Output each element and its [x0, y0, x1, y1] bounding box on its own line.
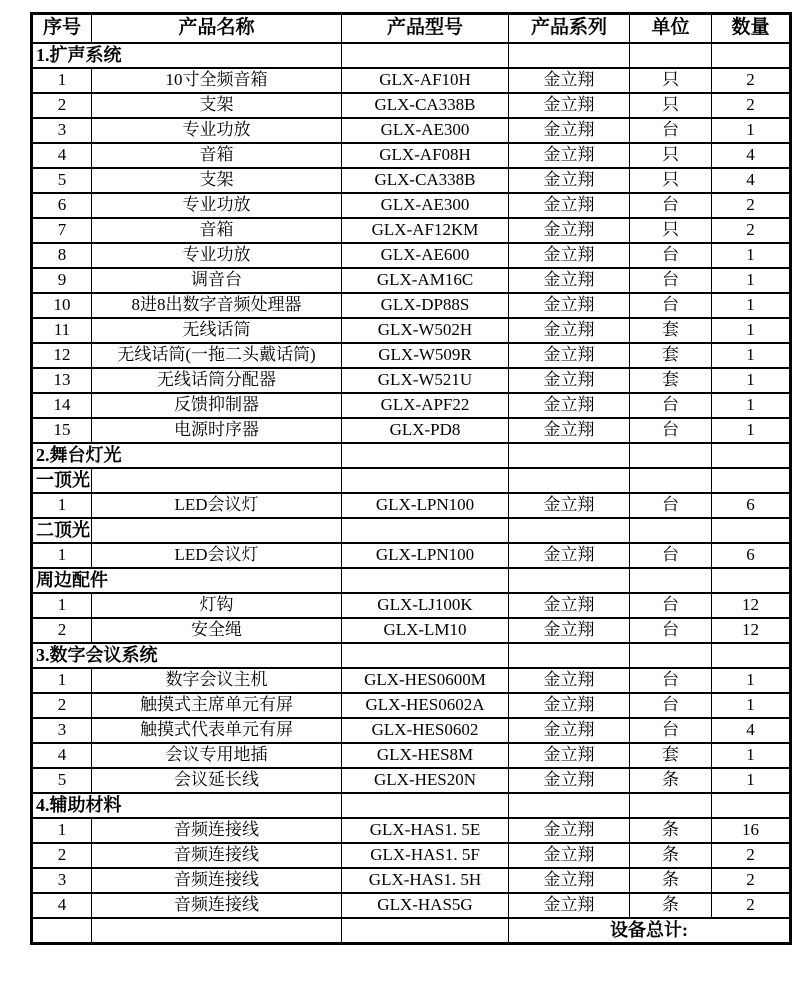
cell-name: 无线话筒(一拖二头戴话筒)	[92, 343, 342, 368]
subsection-label: 二顶光	[32, 518, 92, 543]
empty-cell	[342, 443, 509, 468]
cell-name: 专业功放	[92, 193, 342, 218]
cell-series: 金立翔	[509, 268, 630, 293]
cell-series: 金立翔	[509, 693, 630, 718]
empty-cell	[630, 443, 712, 468]
cell-name: 灯钩	[92, 593, 342, 618]
cell-no: 9	[32, 268, 92, 293]
cell-model: GLX-HES0602A	[342, 693, 509, 718]
cell-unit: 台	[630, 268, 712, 293]
empty-cell	[509, 793, 630, 818]
section-label: 1.扩声系统	[32, 43, 342, 68]
empty-cell	[712, 643, 791, 668]
cell-unit: 台	[630, 393, 712, 418]
empty-cell	[630, 43, 712, 68]
cell-model: GLX-LPN100	[342, 543, 509, 568]
cell-name: 调音台	[92, 268, 342, 293]
item-row	[32, 493, 791, 518]
cell-series: 金立翔	[509, 743, 630, 768]
cell-no: 15	[32, 418, 92, 443]
cell-no: 1	[32, 543, 92, 568]
cell-unit: 套	[630, 743, 712, 768]
cell-no: 2	[32, 843, 92, 868]
empty-cell	[32, 918, 92, 944]
cell-unit: 台	[630, 618, 712, 643]
empty-cell	[509, 518, 630, 543]
cell-qty: 2	[712, 868, 791, 893]
cell-qty: 12	[712, 593, 791, 618]
cell-qty: 1	[712, 243, 791, 268]
cell-unit: 台	[630, 243, 712, 268]
item-row	[32, 618, 791, 643]
cell-name: 音频连接线	[92, 843, 342, 868]
cell-name: 会议延长线	[92, 768, 342, 793]
item-row	[32, 393, 791, 418]
cell-no: 7	[32, 218, 92, 243]
empty-cell	[342, 468, 509, 493]
cell-qty: 1	[712, 693, 791, 718]
cell-series: 金立翔	[509, 843, 630, 868]
cell-no: 4	[32, 743, 92, 768]
cell-model: GLX-AE300	[342, 193, 509, 218]
cell-qty: 2	[712, 843, 791, 868]
cell-unit: 条	[630, 818, 712, 843]
item-row	[32, 868, 791, 893]
cell-qty: 4	[712, 143, 791, 168]
subsection-row	[32, 518, 791, 543]
cell-series: 金立翔	[509, 193, 630, 218]
cell-name: 8进8出数字音频处理器	[92, 293, 342, 318]
cell-series: 金立翔	[509, 543, 630, 568]
item-row	[32, 668, 791, 693]
item-row	[32, 93, 791, 118]
cell-series: 金立翔	[509, 168, 630, 193]
empty-cell	[342, 643, 509, 668]
item-row	[32, 118, 791, 143]
cell-no: 1	[32, 818, 92, 843]
empty-cell	[342, 793, 509, 818]
cell-model: GLX-APF22	[342, 393, 509, 418]
cell-series: 金立翔	[509, 343, 630, 368]
cell-series: 金立翔	[509, 418, 630, 443]
section-label: 周边配件	[32, 568, 342, 593]
cell-name: 安全绳	[92, 618, 342, 643]
cell-series: 金立翔	[509, 668, 630, 693]
empty-cell	[712, 443, 791, 468]
cell-series: 金立翔	[509, 243, 630, 268]
cell-no: 1	[32, 68, 92, 93]
cell-name: 支架	[92, 93, 342, 118]
empty-cell	[712, 568, 791, 593]
cell-model: GLX-AE600	[342, 243, 509, 268]
item-row	[32, 293, 791, 318]
cell-model: GLX-LM10	[342, 618, 509, 643]
cell-no: 6	[32, 193, 92, 218]
cell-model: GLX-HAS1. 5E	[342, 818, 509, 843]
cell-name: LED会议灯	[92, 493, 342, 518]
cell-no: 10	[32, 293, 92, 318]
equipment-table	[30, 12, 792, 945]
cell-series: 金立翔	[509, 618, 630, 643]
cell-series: 金立翔	[509, 768, 630, 793]
section-row	[32, 793, 791, 818]
cell-series: 金立翔	[509, 318, 630, 343]
cell-name: 音频连接线	[92, 893, 342, 918]
cell-unit: 台	[630, 693, 712, 718]
cell-no: 1	[32, 593, 92, 618]
cell-model: GLX-HES0602	[342, 718, 509, 743]
cell-qty: 1	[712, 368, 791, 393]
cell-qty: 1	[712, 668, 791, 693]
cell-name: 触摸式主席单元有屏	[92, 693, 342, 718]
empty-cell	[712, 793, 791, 818]
cell-model: GLX-W509R	[342, 343, 509, 368]
item-row	[32, 218, 791, 243]
cell-no: 3	[32, 868, 92, 893]
cell-qty: 16	[712, 818, 791, 843]
item-row	[32, 143, 791, 168]
cell-unit: 条	[630, 843, 712, 868]
item-row	[32, 168, 791, 193]
empty-cell	[509, 443, 630, 468]
empty-cell	[712, 43, 791, 68]
cell-model: GLX-AF10H	[342, 68, 509, 93]
cell-name: 触摸式代表单元有屏	[92, 718, 342, 743]
section-row	[32, 643, 791, 668]
cell-name: 支架	[92, 168, 342, 193]
cell-model: GLX-HES8M	[342, 743, 509, 768]
cell-series: 金立翔	[509, 893, 630, 918]
cell-model: GLX-HES0600M	[342, 668, 509, 693]
item-row	[32, 818, 791, 843]
cell-qty: 2	[712, 218, 791, 243]
cell-model: GLX-HAS5G	[342, 893, 509, 918]
cell-qty: 6	[712, 543, 791, 568]
cell-series: 金立翔	[509, 593, 630, 618]
cell-qty: 1	[712, 118, 791, 143]
cell-name: 音频连接线	[92, 868, 342, 893]
empty-cell	[630, 643, 712, 668]
cell-no: 3	[32, 718, 92, 743]
cell-qty: 1	[712, 318, 791, 343]
cell-model: GLX-CA338B	[342, 168, 509, 193]
cell-series: 金立翔	[509, 68, 630, 93]
section-label: 3.数字会议系统	[32, 643, 342, 668]
cell-no: 2	[32, 693, 92, 718]
cell-unit: 台	[630, 193, 712, 218]
cell-qty: 12	[712, 618, 791, 643]
cell-model: GLX-LJ100K	[342, 593, 509, 618]
cell-model: GLX-LPN100	[342, 493, 509, 518]
cell-series: 金立翔	[509, 818, 630, 843]
empty-cell	[630, 518, 712, 543]
cell-name: 会议专用地插	[92, 743, 342, 768]
cell-unit: 只	[630, 68, 712, 93]
cell-unit: 只	[630, 218, 712, 243]
cell-unit: 台	[630, 293, 712, 318]
item-row	[32, 843, 791, 868]
item-row	[32, 543, 791, 568]
cell-name: 10寸全频音箱	[92, 68, 342, 93]
cell-no: 2	[32, 93, 92, 118]
empty-cell	[630, 568, 712, 593]
empty-cell	[712, 468, 791, 493]
item-row	[32, 243, 791, 268]
empty-cell	[509, 568, 630, 593]
item-row	[32, 693, 791, 718]
cell-model: GLX-AF12KM	[342, 218, 509, 243]
table-body	[32, 43, 791, 944]
item-row	[32, 343, 791, 368]
cell-series: 金立翔	[509, 293, 630, 318]
cell-unit: 条	[630, 893, 712, 918]
cell-qty: 1	[712, 418, 791, 443]
empty-cell	[509, 468, 630, 493]
cell-name: 专业功放	[92, 118, 342, 143]
empty-cell	[342, 43, 509, 68]
cell-unit: 套	[630, 318, 712, 343]
cell-no: 5	[32, 768, 92, 793]
header-no: 序号	[32, 14, 92, 44]
cell-qty: 2	[712, 193, 791, 218]
cell-unit: 台	[630, 418, 712, 443]
cell-name: 音箱	[92, 143, 342, 168]
cell-unit: 条	[630, 768, 712, 793]
item-row	[32, 368, 791, 393]
cell-model: GLX-HAS1. 5H	[342, 868, 509, 893]
cell-name: LED会议灯	[92, 543, 342, 568]
section-row	[32, 43, 791, 68]
cell-series: 金立翔	[509, 118, 630, 143]
empty-cell	[712, 518, 791, 543]
item-row	[32, 268, 791, 293]
cell-model: GLX-AE300	[342, 118, 509, 143]
header-unit: 单位	[630, 14, 712, 44]
cell-model: GLX-PD8	[342, 418, 509, 443]
cell-no: 2	[32, 618, 92, 643]
cell-model: GLX-CA338B	[342, 93, 509, 118]
empty-cell	[342, 918, 509, 944]
empty-cell	[509, 43, 630, 68]
cell-unit: 只	[630, 143, 712, 168]
cell-no: 13	[32, 368, 92, 393]
cell-unit: 只	[630, 93, 712, 118]
section-label: 4.辅助材料	[32, 793, 342, 818]
cell-model: GLX-W521U	[342, 368, 509, 393]
item-row	[32, 893, 791, 918]
header-product-model: 产品型号	[342, 14, 509, 44]
cell-no: 1	[32, 668, 92, 693]
cell-name: 无线话筒分配器	[92, 368, 342, 393]
cell-series: 金立翔	[509, 368, 630, 393]
cell-qty: 2	[712, 68, 791, 93]
cell-unit: 只	[630, 168, 712, 193]
cell-unit: 台	[630, 718, 712, 743]
cell-model: GLX-HES20N	[342, 768, 509, 793]
cell-unit: 台	[630, 493, 712, 518]
cell-no: 1	[32, 493, 92, 518]
cell-series: 金立翔	[509, 393, 630, 418]
empty-cell	[92, 518, 342, 543]
empty-cell	[92, 468, 342, 493]
cell-qty: 4	[712, 168, 791, 193]
cell-series: 金立翔	[509, 93, 630, 118]
cell-no: 3	[32, 118, 92, 143]
item-row	[32, 193, 791, 218]
cell-model: GLX-W502H	[342, 318, 509, 343]
table-header	[32, 14, 791, 44]
cell-qty: 1	[712, 343, 791, 368]
cell-unit: 台	[630, 668, 712, 693]
header-product-series: 产品系列	[509, 14, 630, 44]
cell-no: 4	[32, 143, 92, 168]
cell-name: 音频连接线	[92, 818, 342, 843]
cell-unit: 台	[630, 593, 712, 618]
cell-qty: 2	[712, 893, 791, 918]
header-row	[32, 14, 791, 44]
item-row	[32, 318, 791, 343]
cell-no: 11	[32, 318, 92, 343]
total-row	[32, 918, 791, 944]
cell-series: 金立翔	[509, 493, 630, 518]
header-quantity: 数量	[712, 14, 791, 44]
cell-no: 4	[32, 893, 92, 918]
item-row	[32, 768, 791, 793]
cell-series: 金立翔	[509, 143, 630, 168]
cell-no: 5	[32, 168, 92, 193]
subsection-label: 一顶光	[32, 468, 92, 493]
header-product-name: 产品名称	[92, 14, 342, 44]
cell-qty: 1	[712, 743, 791, 768]
empty-cell	[342, 518, 509, 543]
cell-model: GLX-AM16C	[342, 268, 509, 293]
empty-cell	[342, 568, 509, 593]
cell-series: 金立翔	[509, 218, 630, 243]
cell-model: GLX-DP88S	[342, 293, 509, 318]
cell-qty: 6	[712, 493, 791, 518]
cell-qty: 2	[712, 93, 791, 118]
cell-name: 数字会议主机	[92, 668, 342, 693]
section-row	[32, 568, 791, 593]
cell-name: 无线话筒	[92, 318, 342, 343]
cell-qty: 1	[712, 268, 791, 293]
cell-model: GLX-HAS1. 5F	[342, 843, 509, 868]
empty-cell	[509, 643, 630, 668]
cell-no: 14	[32, 393, 92, 418]
cell-unit: 台	[630, 118, 712, 143]
section-row	[32, 443, 791, 468]
empty-cell	[630, 468, 712, 493]
section-label: 2.舞台灯光	[32, 443, 342, 468]
empty-cell	[92, 918, 342, 944]
cell-no: 8	[32, 243, 92, 268]
cell-model: GLX-AF08H	[342, 143, 509, 168]
item-row	[32, 68, 791, 93]
cell-unit: 台	[630, 543, 712, 568]
total-label: 设备总计:	[509, 918, 791, 944]
cell-unit: 套	[630, 343, 712, 368]
cell-unit: 条	[630, 868, 712, 893]
cell-series: 金立翔	[509, 868, 630, 893]
item-row	[32, 718, 791, 743]
cell-name: 反馈抑制器	[92, 393, 342, 418]
cell-qty: 1	[712, 393, 791, 418]
item-row	[32, 418, 791, 443]
cell-qty: 4	[712, 718, 791, 743]
cell-unit: 套	[630, 368, 712, 393]
cell-name: 专业功放	[92, 243, 342, 268]
item-row	[32, 593, 791, 618]
cell-name: 音箱	[92, 218, 342, 243]
cell-qty: 1	[712, 768, 791, 793]
subsection-row	[32, 468, 791, 493]
item-row	[32, 743, 791, 768]
empty-cell	[630, 793, 712, 818]
cell-no: 12	[32, 343, 92, 368]
cell-qty: 1	[712, 293, 791, 318]
cell-series: 金立翔	[509, 718, 630, 743]
cell-name: 电源时序器	[92, 418, 342, 443]
